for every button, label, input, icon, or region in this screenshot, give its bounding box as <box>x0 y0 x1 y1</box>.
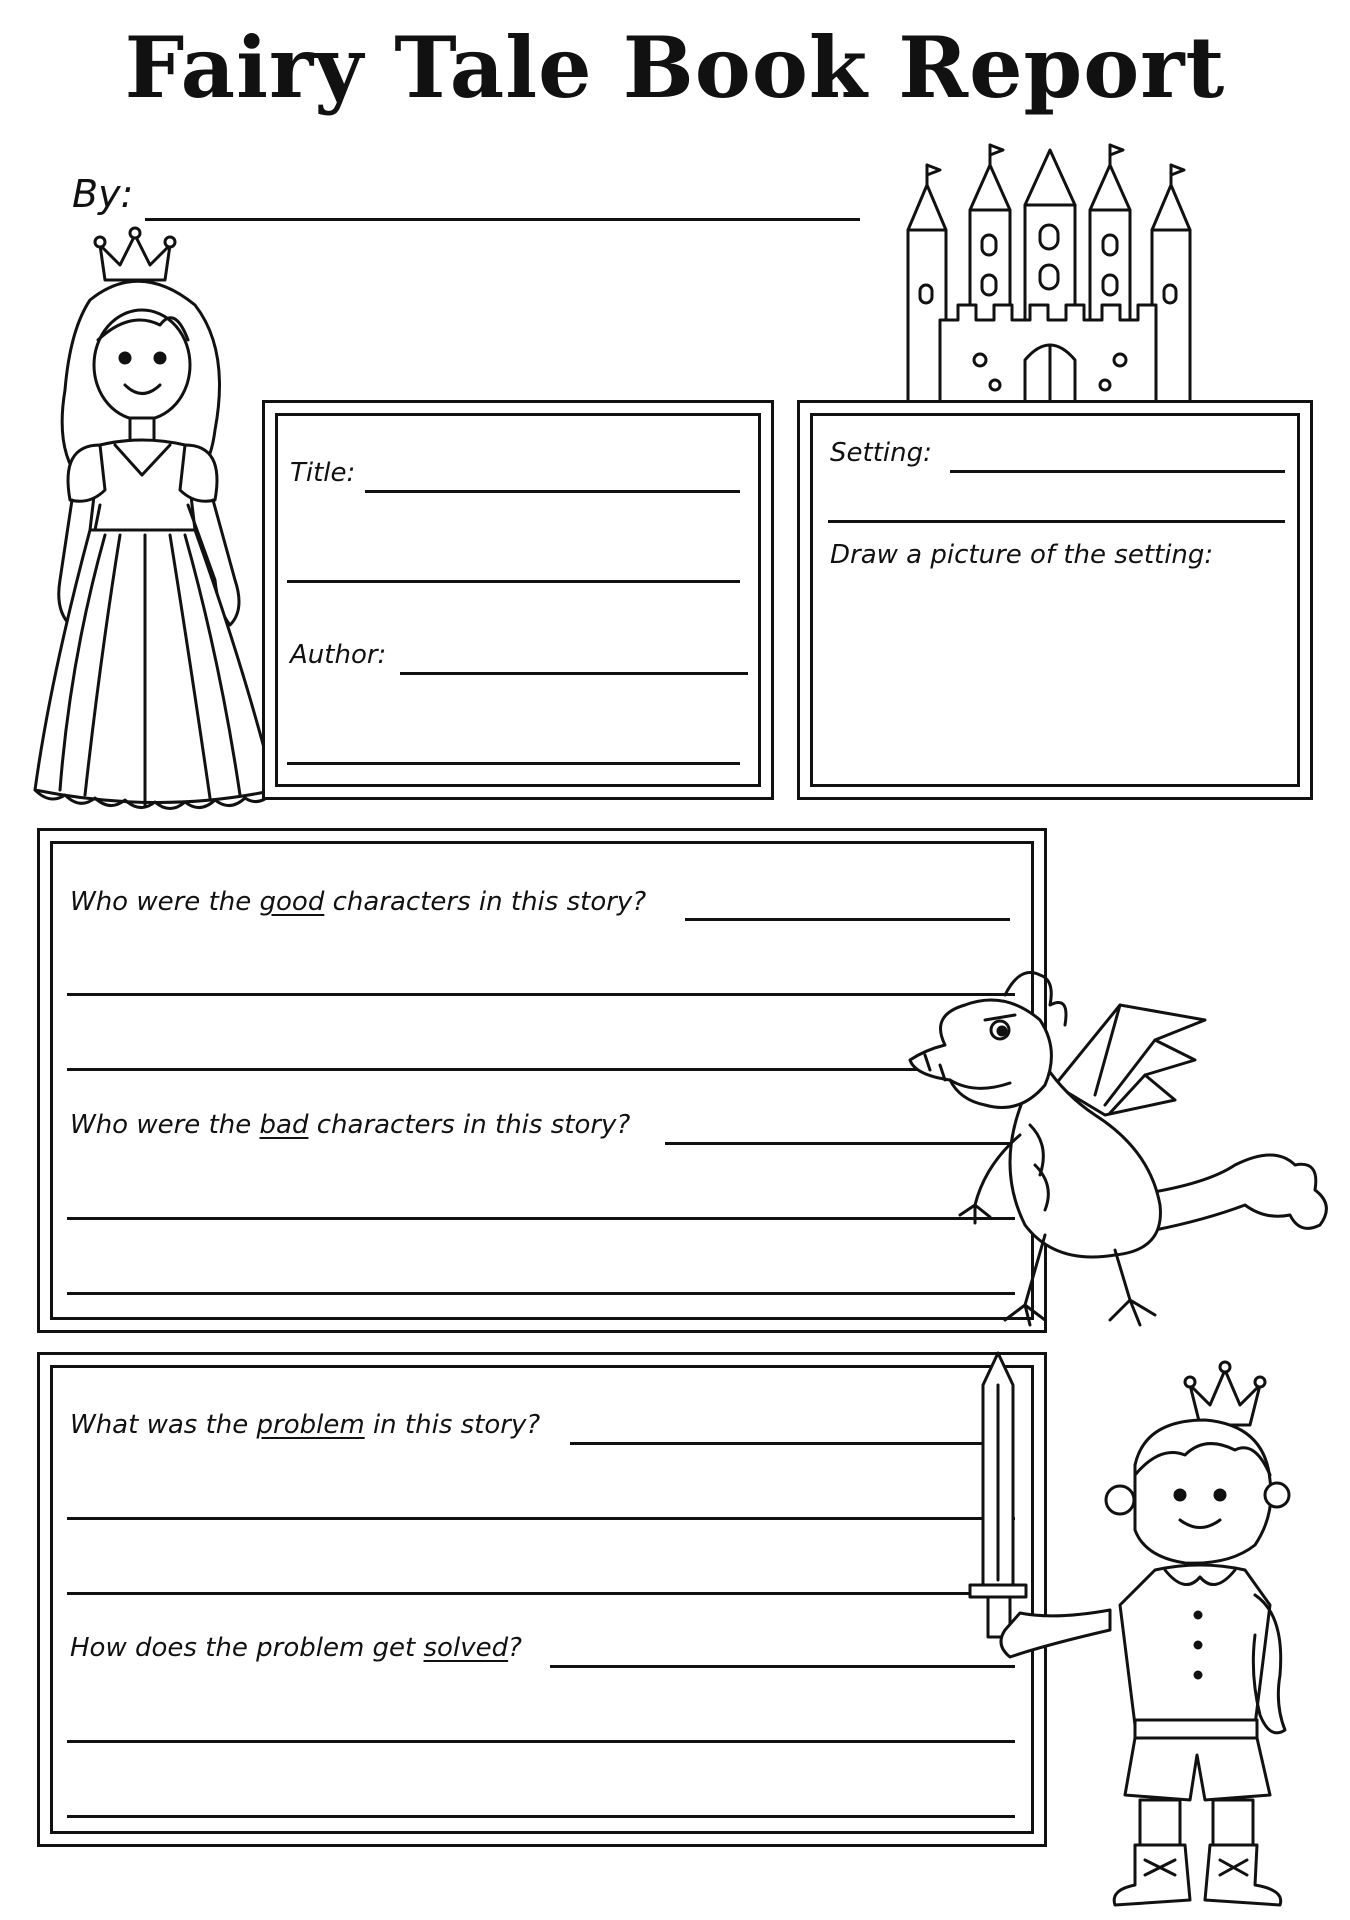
title-answer-line-2[interactable] <box>287 580 740 583</box>
solution-answer-line-3[interactable] <box>67 1815 1015 1818</box>
setting-answer-line-1[interactable] <box>950 470 1285 473</box>
author-answer-line-1[interactable] <box>400 672 748 675</box>
draw-setting-prompt: Draw a picture of the setting: <box>830 540 1214 570</box>
good-answer-line-1[interactable] <box>685 918 1010 921</box>
princess-illustration <box>30 230 300 820</box>
castle-illustration <box>900 135 1200 420</box>
solution-answer-line-1[interactable] <box>550 1665 1015 1668</box>
dragon-illustration <box>905 965 1345 1345</box>
problem-answer-line-2[interactable] <box>67 1517 1015 1520</box>
by-label: By: <box>72 172 134 216</box>
problem-question: What was the problem in this story? <box>70 1410 541 1440</box>
page-title: Fairy Tale Book Report <box>124 18 1226 117</box>
problem-answer-line-3[interactable] <box>67 1592 1015 1595</box>
bad-answer-line-3[interactable] <box>67 1292 1015 1295</box>
good-characters-question: Who were the good characters in this story? <box>70 887 647 917</box>
setting-answer-line-2[interactable] <box>828 520 1285 523</box>
title-label: Title: <box>290 458 356 488</box>
bad-characters-question: Who were the bad characters in this story? <box>70 1110 631 1140</box>
problem-answer-line-1[interactable] <box>570 1442 1010 1445</box>
author-label: Author: <box>290 640 387 670</box>
good-answer-line-3[interactable] <box>67 1068 1015 1071</box>
author-answer-line-2[interactable] <box>287 762 740 765</box>
setting-label: Setting: <box>830 438 932 468</box>
bad-answer-line-2[interactable] <box>67 1217 1015 1220</box>
title-answer-line-1[interactable] <box>365 490 740 493</box>
solution-question: How does the problem get solved? <box>70 1633 522 1663</box>
setting-drawing-area[interactable] <box>830 580 1280 775</box>
solution-answer-line-2[interactable] <box>67 1740 1015 1743</box>
by-answer-line[interactable] <box>145 218 860 221</box>
prince-illustration <box>985 1345 1305 1915</box>
good-answer-line-2[interactable] <box>67 993 1015 996</box>
